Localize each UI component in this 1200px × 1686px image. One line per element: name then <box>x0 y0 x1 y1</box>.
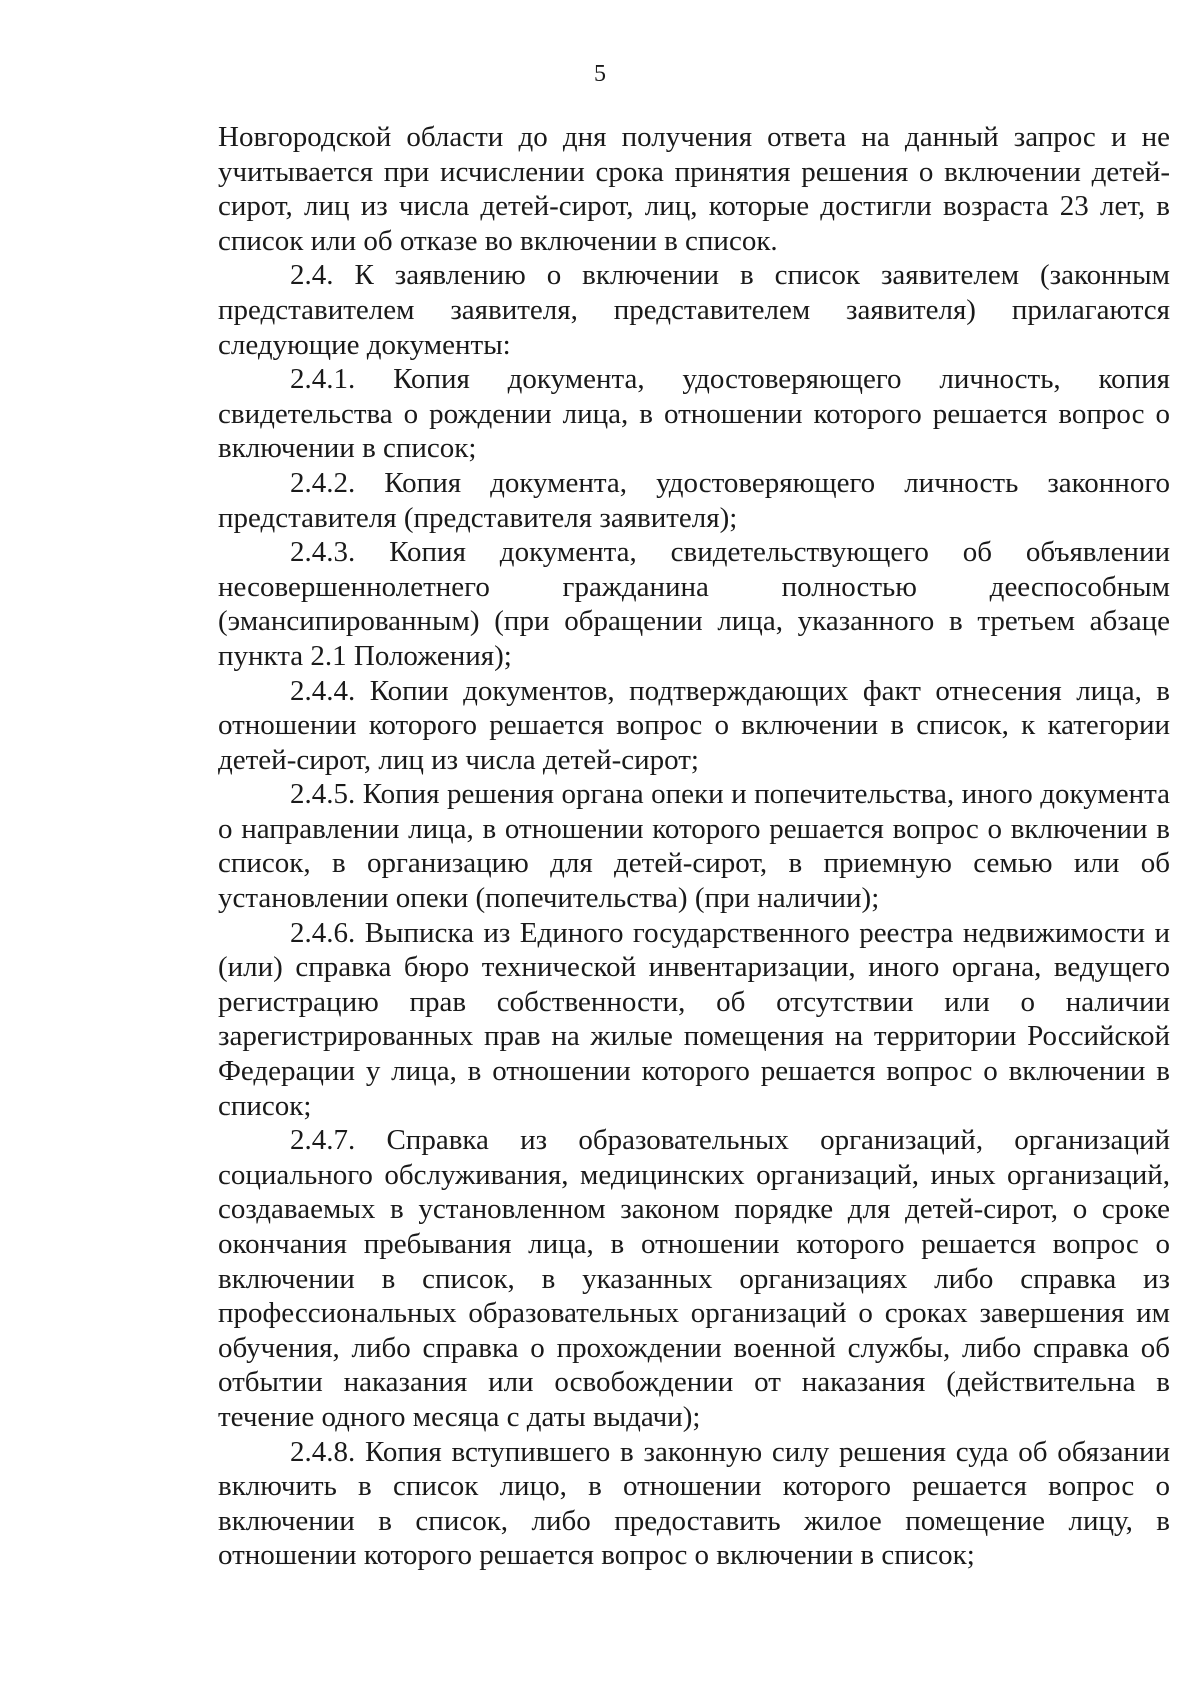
document-body <box>218 120 1170 1573</box>
paragraph-2-4-7: 2.4.7. Справка из образовательных организаций, организаций социального обслуживания, медицинских организаций, иных организаций, создаваемых в установленном законом порядке для детей-сирот, о сроке окончания пребывания лица, в отношении которого решается вопрос о включении в список, в указанных организациях либо справка из профессиональных образовательных организаций о сроках завершения им обучения, либо справка о прохождении военной службы, либо справка об отбытии наказания или освобождении от наказания (действительна в течение одного месяца с даты выдачи); <box>218 1124 1170 1433</box>
paragraph-2-4-8: 2.4.8. Копия вступившего в законную силу решения суда об обязании включить в список лицо, в отношении которого решается вопрос о включении в список, либо предоставить жилое помещение лицу, в отношении которого решается вопрос о включении в список; <box>218 1435 1170 1572</box>
paragraph-2-4-6: 2.4.6. Выписка из Единого государственного реестра недвижимости и (или) справка бюро технической инвентаризации, иного органа, ведущего регистрацию прав собственности, об отсутствии или о наличии зарегистрированных прав на жилые помещения на территории Российской Федерации у лица, в отношении которого решается вопрос о включении в список; <box>218 916 1170 1122</box>
page-number: 5 <box>594 61 606 87</box>
paragraph-continuation: Новгородской области до дня получения ответа на данный запрос и не учитывается при исчислении срока принятия решения о включении детей-сирот, лиц из числа детей-сирот, лиц, которые достигли возраста 23 лет, в список или об отказе во включении в список. <box>218 121 1170 257</box>
paragraph-2-4-5: 2.4.5. Копия решения органа опеки и попечительства, иного документа о направлении лица, в отношении которого решается вопрос о включении в список, в организацию для детей-сирот, в приемную семью или об установлении опеки (попечительства) (при наличии); <box>218 778 1170 915</box>
paragraph-2-4-3: 2.4.3. Копия документа, свидетельствующего об объявлении несовершеннолетнего гражданина полностью дееспособным (эмансипированным) (при обращении лица, указанного в третьем абзаце пункта 2.1 Положения); <box>218 536 1170 672</box>
paragraph-2-4-4: 2.4.4. Копии документов, подтверждающих факт отнесения лица, в отношении которого решается вопрос о включении в список, к категории детей-сирот, лиц из числа детей-сирот; <box>218 674 1170 776</box>
paragraph-2-4-2: 2.4.2. Копия документа, удостоверяющего личность законного представителя (представителя заявителя); <box>218 466 1170 534</box>
paragraph-2-4-1: 2.4.1. Копия документа, удостоверяющего личность, копия свидетельства о рождении лица, в отношении которого решается вопрос о включении в список; <box>218 363 1170 465</box>
paragraph-2-4: 2.4. К заявлению о включении в список заявителем (законным представителем заявителя, представителем заявителя) прилагаются следующие документы: <box>218 259 1170 361</box>
